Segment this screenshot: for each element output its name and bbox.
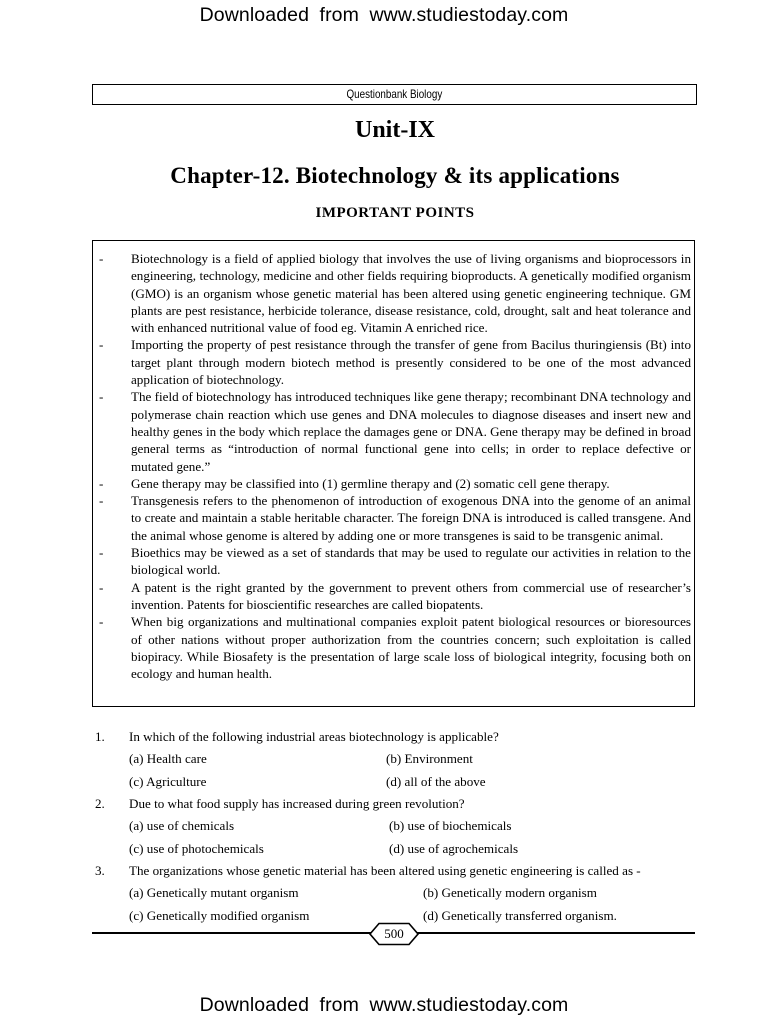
unit-title: Unit-IX (354, 117, 435, 143)
point-bullet: - (99, 545, 104, 561)
section-heading: IMPORTANT POINTS (315, 205, 475, 221)
option-b: (b) Environment (386, 751, 473, 766)
point-bullet: - (99, 475, 104, 491)
point-text: When big organizations and multinational companies exploit patent biological resources or bioresources of other nations without proper authorization from the countries concern; such exploitation is called biopiracy. While Biosafety is the presentation of large scale loss of biological integrity, focusing both on ecology and human health. (131, 614, 691, 682)
option-row (95, 771, 695, 794)
option-c: (c) Genetically modified organism (129, 907, 310, 923)
questions-section (95, 726, 695, 927)
important-points-list (99, 250, 693, 682)
watermark-top: Downloaded from www.studiestoday.com (199, 4, 569, 26)
point-bullet: - (99, 251, 104, 266)
option-a: (a) Genetically mutant organism (129, 885, 299, 900)
point-bullet: - (99, 389, 104, 405)
page-number-badge (369, 922, 419, 946)
point-bullet: - (99, 614, 104, 630)
point-bullet: - (99, 493, 104, 509)
questionbank-header-box (92, 84, 697, 105)
point-item (99, 250, 693, 336)
page-number: 500 (384, 926, 404, 941)
option-b: (b) Genetically modern organism (423, 885, 597, 900)
point-item (99, 336, 693, 388)
point-text: The field of biotechnology has introduced techniques like gene therapy; recombinant DNA technology and polymerase chain reaction which use genes and DNA molecules to diagnose diseases and insert new and healthy genes in the body which replace the damages gene or DNA. Gene therapy may be defined in broad general terms as “introduction of normal functional gene into cells; in order to replace defective or mutated gene.” (131, 389, 691, 474)
question-1 (95, 726, 695, 748)
question-text: In which of the following industrial areas biotechnology is applicable? (129, 729, 499, 744)
point-bullet: - (99, 579, 104, 595)
point-text: Bioethics may be viewed as a set of standards that may be used to regulate our activities in relation to the biological world. (131, 545, 691, 578)
question-2 (95, 793, 695, 815)
question-text: The organizations whose genetic material has been altered using genetic engineering is called as - (129, 863, 641, 878)
point-item (99, 544, 693, 579)
point-item (99, 613, 693, 682)
option-row (95, 815, 695, 838)
question-number: 2. (95, 796, 105, 811)
point-text: Biotechnology is a field of applied biology that involves the use of living organisms and bioprocessors in engineering, technology, medicine and other fields requiring bioproducts. A genetically modified organism (GMO) is an organism whose genetic material has been altered using genetic engineering technique. GM plants are pest resistance, herbicide tolerance, disease resistance, cold, drought, salt and heat tolerance and with enhanced nutritional value of food eg. Vitamin A enriched rice. (131, 251, 691, 336)
question-number: 3. (95, 863, 105, 878)
option-a: (a) Health care (129, 751, 207, 766)
questionbank-label: Questionbank Biology (346, 87, 443, 101)
option-d: (d) Genetically transferred organism. (423, 907, 617, 923)
point-text: A patent is the right granted by the government to prevent others from commercial use of researcher’s invention. Patents for bioscientific researches are called biopatents. (131, 579, 691, 612)
question-3 (95, 860, 695, 882)
watermark-bottom: Downloaded from www.studiestoday.com (199, 994, 569, 1016)
point-item (99, 492, 693, 544)
option-d: (d) use of agrochemicals (389, 840, 519, 856)
chapter-title: Chapter-12. Biotechnology & its applications (170, 163, 620, 188)
option-a: (a) use of chemicals (129, 818, 235, 833)
question-number: 1. (95, 729, 105, 744)
option-c: (c) use of photochemicals (129, 840, 264, 856)
option-c: (c) Agriculture (129, 773, 207, 789)
option-row (95, 838, 695, 861)
point-text: Importing the property of pest resistance through the transfer of gene from Bacilus thuringiensis (Bt) into target plant through modern biotech method is presently considered to be one of the most advanced application of biotechnology. (131, 337, 691, 388)
option-b: (b) use of biochemicals (389, 818, 512, 833)
important-points-box (92, 240, 695, 707)
point-text: Gene therapy may be classified into (1) germline therapy and (2) somatic cell gene therapy. (131, 475, 610, 491)
option-row (95, 882, 695, 905)
point-bullet: - (99, 337, 104, 353)
point-text: Transgenesis refers to the phenomenon of introduction of exogenous DNA into the genome of an animal to create and maintain a stable heritable character. The foreign DNA is introduced is called transgene. And the animal whose genome is altered by adding one or more transgenes is said to be transgenic animal. (131, 493, 691, 543)
option-d: (d) all of the above (386, 773, 486, 789)
question-text: Due to what food supply has increased during green revolution? (129, 796, 465, 811)
point-item (99, 579, 693, 614)
option-row (95, 748, 695, 771)
point-item (99, 475, 693, 492)
point-item (99, 388, 693, 474)
